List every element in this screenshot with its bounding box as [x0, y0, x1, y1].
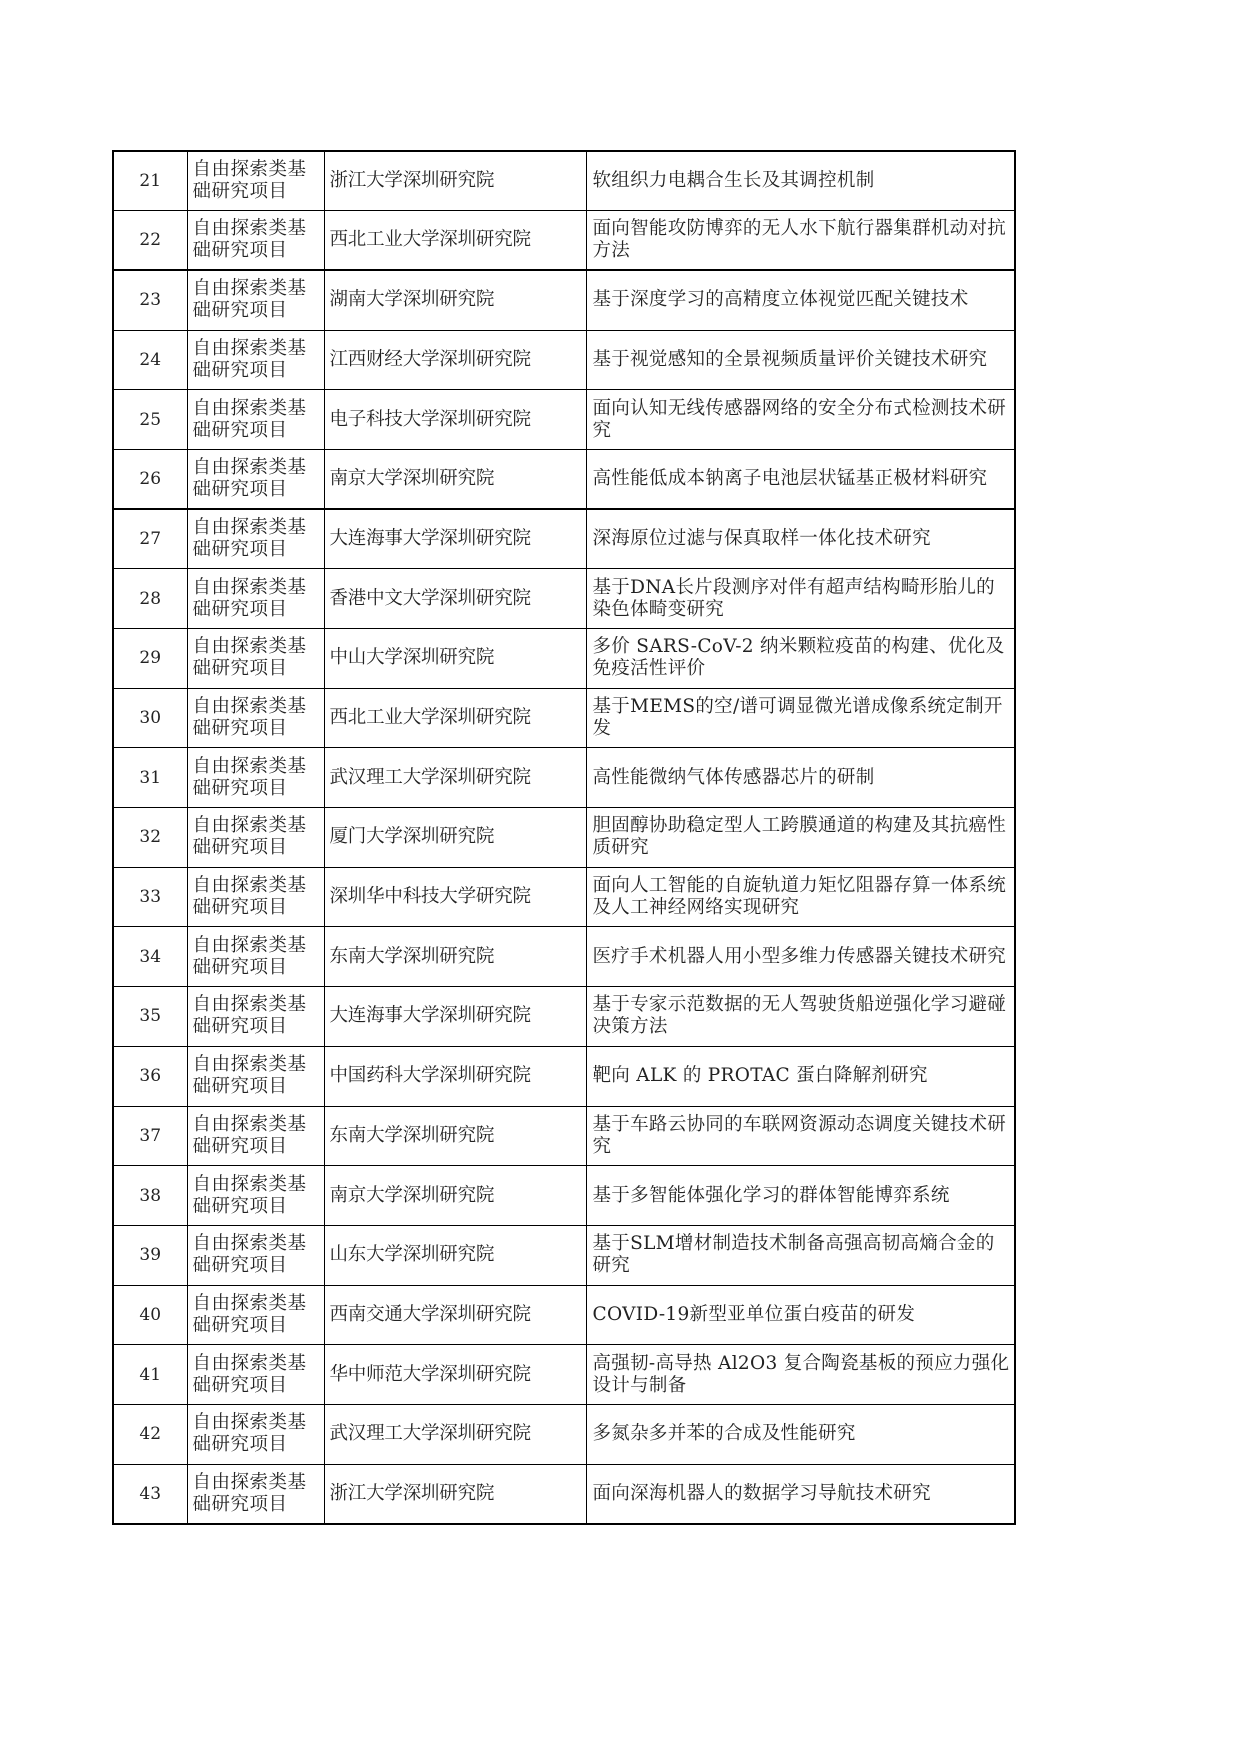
table-row: [113, 1225, 1015, 1285]
table-row: [113, 1464, 1015, 1524]
institution: 山东大学深圳研究院: [324, 1225, 586, 1285]
project-type: 自由探索类基础研究项目: [187, 1166, 324, 1226]
project-type: 自由探索类基础研究项目: [187, 449, 324, 509]
project-type: 自由探索类基础研究项目: [187, 1225, 324, 1285]
table-row: [113, 1345, 1015, 1405]
project-type: 自由探索类基础研究项目: [187, 629, 324, 689]
row-number: 30: [113, 688, 187, 748]
table-row: [113, 629, 1015, 689]
row-number: 23: [113, 270, 187, 330]
institution: 华中师范大学深圳研究院: [324, 1345, 586, 1405]
project-title: 基于MEMS的空/谱可调显微光谱成像系统定制开发: [586, 688, 1015, 748]
table-row: [113, 808, 1015, 868]
table-row: [113, 151, 1015, 211]
table-row: [113, 867, 1015, 927]
institution: 大连海事大学深圳研究院: [324, 987, 586, 1047]
table-row: [113, 330, 1015, 390]
row-number: 40: [113, 1285, 187, 1345]
table-row: [113, 748, 1015, 808]
table-row: [113, 509, 1015, 569]
row-number: 35: [113, 987, 187, 1047]
project-title: 面向认知无线传感器网络的安全分布式检测技术研究: [586, 390, 1015, 450]
project-type: 自由探索类基础研究项目: [187, 1046, 324, 1106]
project-title: 基于DNA长片段测序对伴有超声结构畸形胎儿的染色体畸变研究: [586, 569, 1015, 629]
project-type: 自由探索类基础研究项目: [187, 748, 324, 808]
project-title: 基于车路云协同的车联网资源动态调度关键技术研究: [586, 1106, 1015, 1166]
project-title: 面向深海机器人的数据学习导航技术研究: [586, 1464, 1015, 1524]
project-title: 基于SLM增材制造技术制备高强高韧高熵合金的研究: [586, 1225, 1015, 1285]
institution: 大连海事大学深圳研究院: [324, 509, 586, 569]
table-row: [113, 211, 1015, 271]
institution: 南京大学深圳研究院: [324, 449, 586, 509]
project-type: 自由探索类基础研究项目: [187, 1404, 324, 1464]
row-number: 41: [113, 1345, 187, 1405]
institution: 中山大学深圳研究院: [324, 629, 586, 689]
row-number: 22: [113, 211, 187, 271]
row-number: 25: [113, 390, 187, 450]
row-number: 31: [113, 748, 187, 808]
row-number: 27: [113, 509, 187, 569]
project-type: 自由探索类基础研究项目: [187, 330, 324, 390]
institution: 武汉理工大学深圳研究院: [324, 748, 586, 808]
project-type: 自由探索类基础研究项目: [187, 1345, 324, 1405]
project-list-table: [112, 150, 1016, 1525]
project-type: 自由探索类基础研究项目: [187, 927, 324, 987]
table-row: [113, 390, 1015, 450]
institution: 湖南大学深圳研究院: [324, 270, 586, 330]
project-title: 高性能微纳气体传感器芯片的研制: [586, 748, 1015, 808]
institution: 厦门大学深圳研究院: [324, 808, 586, 868]
table-row: [113, 927, 1015, 987]
table-row: [113, 1046, 1015, 1106]
project-type: 自由探索类基础研究项目: [187, 987, 324, 1047]
project-type: 自由探索类基础研究项目: [187, 688, 324, 748]
institution: 电子科技大学深圳研究院: [324, 390, 586, 450]
project-title: 基于视觉感知的全景视频质量评价关键技术研究: [586, 330, 1015, 390]
row-number: 21: [113, 151, 187, 211]
project-title: 基于专家示范数据的无人驾驶货船逆强化学习避碰决策方法: [586, 987, 1015, 1047]
table-row: [113, 1106, 1015, 1166]
project-title: 基于多智能体强化学习的群体智能博弈系统: [586, 1166, 1015, 1226]
project-title: 医疗手术机器人用小型多维力传感器关键技术研究: [586, 927, 1015, 987]
project-type: 自由探索类基础研究项目: [187, 569, 324, 629]
project-type: 自由探索类基础研究项目: [187, 808, 324, 868]
project-type: 自由探索类基础研究项目: [187, 1464, 324, 1524]
table-row: [113, 1404, 1015, 1464]
institution: 中国药科大学深圳研究院: [324, 1046, 586, 1106]
row-number: 38: [113, 1166, 187, 1226]
institution: 西北工业大学深圳研究院: [324, 211, 586, 271]
table-row: [113, 987, 1015, 1047]
institution: 浙江大学深圳研究院: [324, 1464, 586, 1524]
project-type: 自由探索类基础研究项目: [187, 867, 324, 927]
project-type: 自由探索类基础研究项目: [187, 151, 324, 211]
institution: 武汉理工大学深圳研究院: [324, 1404, 586, 1464]
project-title: COVID-19新型亚单位蛋白疫苗的研发: [586, 1285, 1015, 1345]
institution: 东南大学深圳研究院: [324, 927, 586, 987]
row-number: 39: [113, 1225, 187, 1285]
project-type: 自由探索类基础研究项目: [187, 1106, 324, 1166]
project-type: 自由探索类基础研究项目: [187, 1285, 324, 1345]
project-title: 多氮杂多并苯的合成及性能研究: [586, 1404, 1015, 1464]
table-row: [113, 449, 1015, 509]
project-title: 软组织力电耦合生长及其调控机制: [586, 151, 1015, 211]
row-number: 24: [113, 330, 187, 390]
row-number: 26: [113, 449, 187, 509]
institution: 浙江大学深圳研究院: [324, 151, 586, 211]
project-title: 高性能低成本钠离子电池层状锰基正极材料研究: [586, 449, 1015, 509]
project-type: 自由探索类基础研究项目: [187, 211, 324, 271]
project-title: 深海原位过滤与保真取样一体化技术研究: [586, 509, 1015, 569]
institution: 香港中文大学深圳研究院: [324, 569, 586, 629]
row-number: 29: [113, 629, 187, 689]
project-title: 高强韧-高导热 Al2O3 复合陶瓷基板的预应力强化设计与制备: [586, 1345, 1015, 1405]
row-number: 43: [113, 1464, 187, 1524]
project-title: 基于深度学习的高精度立体视觉匹配关键技术: [586, 270, 1015, 330]
institution: 西北工业大学深圳研究院: [324, 688, 586, 748]
project-title: 面向人工智能的自旋轨道力矩忆阻器存算一体系统及人工神经网络实现研究: [586, 867, 1015, 927]
project-type: 自由探索类基础研究项目: [187, 509, 324, 569]
project-type: 自由探索类基础研究项目: [187, 390, 324, 450]
project-title: 面向智能攻防博弈的无人水下航行器集群机动对抗方法: [586, 211, 1015, 271]
institution: 东南大学深圳研究院: [324, 1106, 586, 1166]
project-title: 多价 SARS-CoV-2 纳米颗粒疫苗的构建、优化及免疫活性评价: [586, 629, 1015, 689]
row-number: 34: [113, 927, 187, 987]
table-row: [113, 1285, 1015, 1345]
row-number: 36: [113, 1046, 187, 1106]
table-row: [113, 688, 1015, 748]
table-row: [113, 569, 1015, 629]
row-number: 32: [113, 808, 187, 868]
project-type: 自由探索类基础研究项目: [187, 270, 324, 330]
row-number: 42: [113, 1404, 187, 1464]
row-number: 28: [113, 569, 187, 629]
institution: 江西财经大学深圳研究院: [324, 330, 586, 390]
institution: 南京大学深圳研究院: [324, 1166, 586, 1226]
table-row: [113, 1166, 1015, 1226]
project-title: 胆固醇协助稳定型人工跨膜通道的构建及其抗癌性质研究: [586, 808, 1015, 868]
institution: 深圳华中科技大学研究院: [324, 867, 586, 927]
table-row: [113, 270, 1015, 330]
row-number: 37: [113, 1106, 187, 1166]
institution: 西南交通大学深圳研究院: [324, 1285, 586, 1345]
project-title: 靶向 ALK 的 PROTAC 蛋白降解剂研究: [586, 1046, 1015, 1106]
row-number: 33: [113, 867, 187, 927]
